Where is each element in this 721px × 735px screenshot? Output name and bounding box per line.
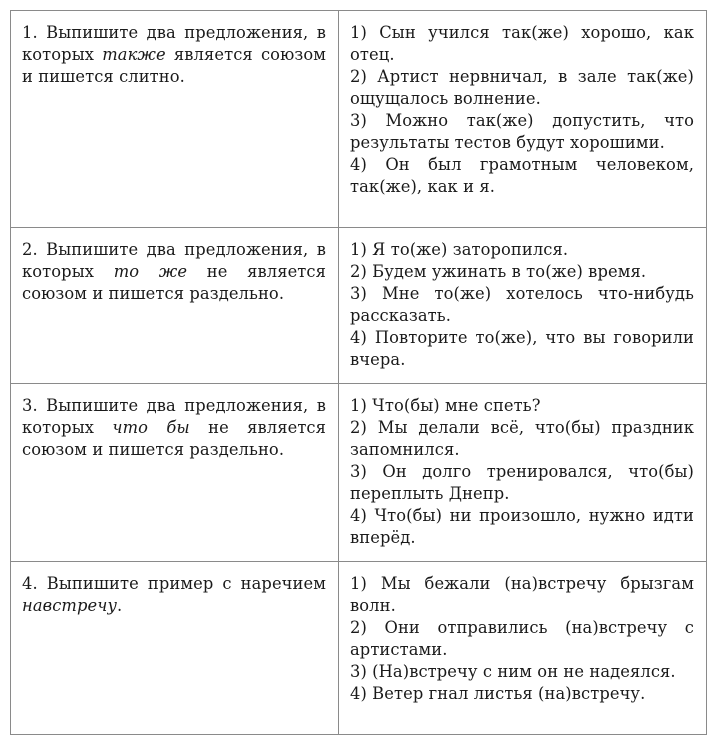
task-keyword: то же <box>113 262 188 281</box>
options-cell <box>339 384 707 562</box>
task-instruction: Выпишите два предложения, в которых <box>22 240 327 281</box>
option-item: 3) Мне то(же) хотелось что-нибудь рассказать. <box>350 284 694 325</box>
option-item: 1) Что(бы) мне спеть? <box>350 396 541 415</box>
option-item: 2) Они отправились (на)встречу с артистами. <box>350 618 694 659</box>
task-keyword: что бы <box>112 418 190 437</box>
task-text <box>22 573 326 617</box>
option-item: 4) Ветер гнал листья (на)встречу. <box>350 684 646 703</box>
task-number: 2. <box>22 240 38 259</box>
task-cell <box>11 228 339 384</box>
task-instruction-end: является союзом и пишется слитно. <box>22 45 326 86</box>
task-number: 3. <box>22 396 38 415</box>
option-item: 3) (На)встречу с ним он не надеялся. <box>350 662 676 681</box>
task-instruction-end: . <box>117 596 123 615</box>
task-instruction: Выпишите два предложения, в которых <box>22 396 327 437</box>
table-row <box>11 11 707 228</box>
task-cell <box>11 11 339 228</box>
option-item: 2) Артист нервничал, в зале так(же) ощущалось волнение. <box>350 67 694 108</box>
task-number: 1. <box>22 23 38 42</box>
option-item: 3) Можно так(же) допустить, что результаты тестов будут хорошими. <box>350 111 694 152</box>
task-keyword: навстречу <box>22 596 117 615</box>
table-row <box>11 562 707 735</box>
task-instruction-end: не является союзом и пишется раздельно. <box>22 418 327 459</box>
task-text <box>22 239 326 305</box>
options-cell <box>339 562 707 735</box>
task-instruction: Выпишите два предложения, в которых <box>22 23 327 64</box>
options-cell <box>339 11 707 228</box>
option-item: 4) Что(бы) ни произошло, нужно идти вперёд. <box>350 506 694 547</box>
task-instruction: Выпишите пример с наречием <box>46 574 326 593</box>
exercise-table <box>10 10 707 735</box>
table-row <box>11 384 707 562</box>
task-instruction-end: не является союзом и пишется раздельно. <box>22 262 327 303</box>
option-item: 1) Я то(же) заторопился. <box>350 240 569 259</box>
option-item: 4) Он был грамотным человеком, так(же), как и я. <box>350 155 694 196</box>
option-item: 3) Он долго тренировался, что(бы) переплыть Днепр. <box>350 462 694 503</box>
table-row <box>11 228 707 384</box>
task-text <box>22 22 326 88</box>
option-item: 2) Будем ужинать в то(же) время. <box>350 262 647 281</box>
task-text <box>22 395 326 461</box>
task-cell <box>11 562 339 735</box>
option-item: 2) Мы делали всё, что(бы) праздник запомнился. <box>350 418 694 459</box>
option-item: 1) Сын учился так(же) хорошо, как отец. <box>350 23 694 64</box>
options-cell <box>339 228 707 384</box>
option-item: 1) Мы бежали (на)встречу брызгам волн. <box>350 574 694 615</box>
task-cell <box>11 384 339 562</box>
task-keyword: также <box>102 45 166 64</box>
task-number: 4. <box>22 574 38 593</box>
option-item: 4) Повторите то(же), что вы говорили вчера. <box>350 328 694 369</box>
